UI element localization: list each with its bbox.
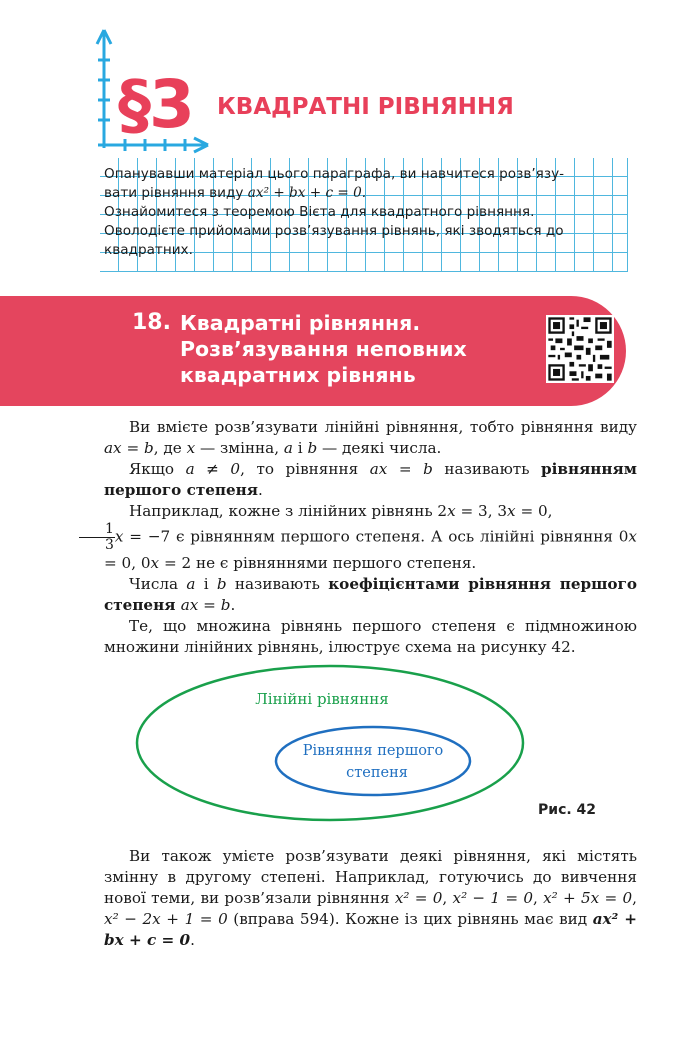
goal-line: квадратних. <box>104 242 193 258</box>
linear-equations-set <box>137 666 523 820</box>
paragraph: Ви також умієте розв’язувати деякі рівняння, які містять змінну в другому степені. Наприклад, готуючись до вивчення нової теми, ви розв’язали рівняння x² = 0, x² − 1 = 0, x² + 5x = 0, x² − 2x + 1 = 0 (вправа 594). Кожне із цих рівнянь має вид ax² + bx + c = 0. <box>104 847 637 949</box>
chapter-title: КВАДРАТНІ РІВНЯННЯ <box>217 94 514 120</box>
coordinate-axes-decoration <box>0 0 695 160</box>
text-block-intro <box>104 417 637 658</box>
goal-line: Оволодієте прийомами розв’язування рівнянь, які зводяться до <box>104 223 564 239</box>
paragraph: Наприклад, кожне з лінійних рівнянь 2x = 3, 3x = 0, $\frac{1}{3}$ x = −7 є рівнянням першого степеня. А ось лінійні рівняння 0x = 0, 0x = 2 не є рівняннями першого степеня. <box>104 501 637 574</box>
learning-goals-box <box>100 158 628 272</box>
qr-code-icon[interactable] <box>546 315 614 383</box>
term: рівнянням першого степеня <box>104 460 637 499</box>
fraction: $\frac{1}{3}$ <box>79 522 115 553</box>
section-title: Квадратні рівняння. Розв’язування неповних квадратних рівнянь <box>180 311 467 387</box>
section-number: 18. <box>132 310 171 335</box>
paragraph: Якщо a ≠ 0, то рівняння ax = b називають рівнянням першого степеня. <box>104 460 637 499</box>
first-degree-equations-set <box>276 727 470 795</box>
goal-equation: ax² + bx + c = 0. <box>247 185 367 201</box>
paragraph: Те, що множина рівнянь першого степеня є підмножиною множини лінійних рівнянь, ілюструє схема на рисунку 42. <box>104 617 637 656</box>
figure-caption: Рис. 42 <box>538 802 597 818</box>
goal-line: Ознайомитеся з теоремою Вієта для квадратного рівняння. <box>104 204 535 220</box>
outer-set-label: Лінійні рівняння <box>255 690 389 708</box>
term: коефіцієнтами рівняння першого степеня <box>104 575 637 614</box>
paragraph: Числа a і b називають коефіцієнтами рівняння першого степеня ax = b. <box>104 575 637 614</box>
goal-line: Опанувавши матеріал цього параграфа, ви навчитеся розв’язу- <box>104 166 565 182</box>
paragraph: Ви вмієте розв’язувати лінійні рівняння, тобто рівняння виду ax = b, де x — змінна, a і b — деякі числа. <box>104 418 637 457</box>
inner-set-label-line2: степеня <box>346 765 408 781</box>
text-block-quadratic <box>104 846 637 951</box>
chapter-number: §3 <box>118 66 193 143</box>
goal-line: вати рівняння виду ax² + bx + c = 0. <box>104 185 367 201</box>
inner-set-label-line1: Рівняння першого <box>302 743 444 759</box>
